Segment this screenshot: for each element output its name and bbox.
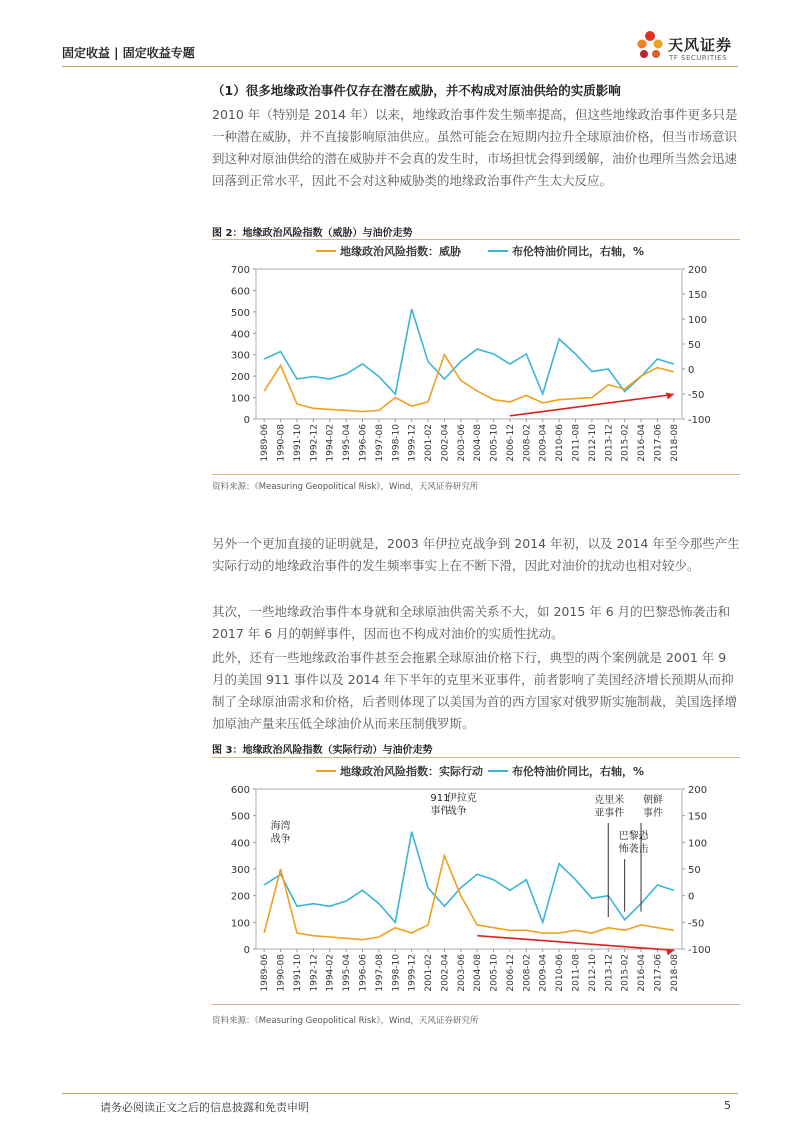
y-right-tick-label: 200 [688,785,708,796]
x-tick-label: 2015-02 [620,954,631,992]
x-tick-label: 1997-08 [374,424,385,462]
page-number: 5 [724,1099,731,1112]
x-tick-label: 1998-10 [391,424,402,462]
event-annotation: 巴黎恐 [618,831,649,842]
y-right-tick-label: 100 [688,315,708,326]
x-tick-label: 2017-06 [653,954,664,992]
y-right-tick-label: 50 [688,865,701,876]
x-tick-label: 2018-08 [669,424,680,462]
event-annotation: 伊拉克 [446,793,477,804]
y-left-tick-label: 300 [230,350,250,362]
event-annotation: 战争 [270,834,291,845]
x-tick-label: 2001-02 [424,424,435,462]
x-tick-label: 2013-12 [604,424,615,462]
x-tick-label: 1989-06 [260,424,271,462]
figure-3-bottom-rule [212,1004,740,1005]
x-tick-label: 2013-12 [604,954,615,992]
series-line-gpr [264,856,674,940]
y-right-tick-label: 150 [688,290,708,301]
report-category: 固定收益 | 固定收益专题 [62,46,195,60]
y-left-tick-label: 100 [230,918,250,930]
y-right-tick-label: -50 [688,918,705,930]
event-annotation: 海湾 [270,821,291,832]
x-tick-label: 2008-02 [522,424,533,462]
figure-2-top-rule [212,239,740,240]
x-tick-label: 2009-04 [538,954,549,992]
footer-disclaimer: 请务必阅读正文之后的信息披露和免责申明 [100,1101,309,1114]
event-annotation: 克里米 [594,795,625,806]
x-tick-label: 1999-12 [407,424,418,462]
company-name: 天风证券 [668,36,733,54]
x-tick-label: 1995-04 [342,424,353,462]
x-tick-label: 2004-08 [473,424,484,462]
company-name-en: TF SECURITIES [669,54,728,62]
y-left-tick-label: 200 [230,891,250,903]
y-right-tick-label: -100 [688,945,711,956]
event-annotation: 朝鲜 [643,795,664,806]
x-tick-label: 2016-04 [637,424,648,462]
x-tick-label: 1998-10 [391,954,402,992]
x-tick-label: 1994-02 [325,954,336,992]
x-tick-label: 1994-02 [325,424,336,462]
x-tick-label: 2005-10 [489,424,500,462]
figure-3-chart [212,759,740,1003]
x-tick-label: 1995-04 [342,954,353,992]
x-tick-label: 2012-10 [587,954,598,992]
x-tick-label: 2011-08 [571,424,582,462]
paragraph-2: 另外一个更加直接的证明就是，2003 年伊拉克战争到 2014 年初，以及 2014 年至今那些产生实际行动的地缘政治事件的发生频率事实上在不断下滑，因此对油价的扰动也相对较少。 [212,536,740,573]
y-left-tick-label: 0 [243,415,250,426]
x-tick-label: 1989-06 [260,954,271,992]
x-tick-label: 2005-10 [489,954,500,992]
figure-3-top-rule [212,757,740,758]
plot-frame [256,269,682,419]
event-annotation: 911 [430,793,450,804]
figure-3-title: 图 3：地缘政治风险指数（实际行动）与油价走势 [212,745,433,756]
y-left-tick-label: 700 [230,265,250,276]
legend-label-gpr: 地缘政治风险指数：实际行动 [340,765,483,778]
x-tick-label: 2016-04 [637,954,648,992]
y-left-tick-label: 500 [230,811,250,823]
event-annotation: 亚事件 [594,808,625,819]
legend-label-gpr: 地缘政治风险指数：威胁 [340,245,461,258]
y-right-tick-label: 0 [688,365,695,376]
x-tick-label: 1990-08 [276,424,287,462]
x-tick-label: 2012-10 [587,424,598,462]
series-line-brent [264,832,674,923]
paragraph-3: 其次，一些地缘政治事件本身就和全球原油供需关系不大，如 2015 年 6 月的巴黎恐怖袭击和 2017 年 6 月的朝鲜事件，因而也不构成对油价的实质性扰动。 [212,604,731,641]
figure-3-source: 资料来源：《Measuring Geopolitical Risk》，Wind，天风证券研究所 [212,1016,479,1026]
y-left-tick-label: 500 [230,307,250,319]
y-left-tick-label: 0 [243,945,250,956]
y-right-tick-label: 0 [688,891,695,903]
y-right-tick-label: 200 [688,265,708,276]
y-left-tick-label: 300 [230,865,250,876]
figure-2-title: 图 2：地缘政治风险指数（威胁）与油价走势 [212,228,413,239]
trend-arrow-head [666,392,674,399]
figure-2-source: 资料来源：《Measuring Geopolitical Risk》，Wind，天风证券研究所 [212,482,479,492]
x-tick-label: 2002-04 [440,424,451,462]
x-tick-label: 2003-06 [456,954,467,992]
y-right-tick-label: 150 [688,811,708,823]
trend-arrow-line [477,936,674,951]
x-tick-label: 2010-06 [555,424,566,462]
x-tick-label: 2001-02 [424,954,435,992]
y-right-tick-label: -50 [688,390,705,401]
y-left-tick-label: 200 [230,372,250,384]
x-tick-label: 2018-08 [669,954,680,992]
event-annotation: 事件 [430,806,451,817]
y-left-tick-label: 400 [230,329,250,341]
x-tick-label: 1997-08 [374,954,385,992]
paragraph-4: 此外，还有一些地缘政治事件甚至会拖累全球原油价格下行，典型的两个案例就是 2001 年 9 月的美国 911 事件以及 2014 年下半年的克里米亚事件，前者影响了美国经济增长预期从而抑制了全球原油需求和价格，后者则体现了以美国为首的西方国家对俄罗斯实施制裁，美国选择增加原油产量来压低全球油价从而来压制俄罗斯。 [212,650,738,731]
x-tick-label: 2015-02 [620,424,631,462]
legend-label-brent: 布伦特油价同比，右轴，% [512,245,645,258]
figure-2-chart [212,241,740,473]
x-tick-label: 2010-06 [555,954,566,992]
y-left-tick-label: 100 [230,393,250,405]
y-right-tick-label: 50 [688,340,701,351]
footer-rule [62,1093,738,1094]
x-tick-label: 2008-02 [522,954,533,992]
event-annotation: 事件 [643,808,664,819]
x-tick-label: 2006-12 [505,424,516,462]
x-tick-label: 2009-04 [538,424,549,462]
paragraph-1: 2010 年（特别是 2014 年）以来，地缘政治事件发生频率提高，但这些地缘政治事件更多只是一种潜在威胁，并不直接影响原油供应。虽然可能会在短期内拉升全球原油价格，但当市场意识到这种对原油供给的潜在威胁并不会真的发生时，市场担忧会得到缓解，油价也理所当然会迅速回落到正常水平，因此不会对这种威胁类的地缘政治事件产生太大反应。 [212,107,738,188]
figure-2-bottom-rule [212,474,740,475]
series-line-brent [264,309,674,394]
y-right-tick-label: -100 [688,415,711,426]
x-tick-label: 1996-06 [358,424,369,462]
legend-label-brent: 布伦特油价同比，右轴，% [512,765,645,778]
x-tick-label: 2002-04 [440,954,451,992]
y-left-tick-label: 600 [230,785,250,796]
x-tick-label: 2017-06 [653,424,664,462]
x-tick-label: 2004-08 [473,954,484,992]
x-tick-label: 2011-08 [571,954,582,992]
section-subheading: （1）很多地缘政治事件仅存在潜在威胁，并不构成对原油供给的实质影响 [212,83,621,98]
y-left-tick-label: 400 [230,838,250,850]
x-tick-label: 2006-12 [505,954,516,992]
x-tick-label: 1991-10 [292,424,303,462]
x-tick-label: 1990-08 [276,954,287,992]
y-left-tick-label: 600 [230,286,250,298]
x-tick-label: 1996-06 [358,954,369,992]
x-tick-label: 2003-06 [456,424,467,462]
x-tick-label: 1991-10 [292,954,303,992]
event-annotation: 怖袭击 [618,844,649,855]
y-right-tick-label: 100 [688,838,708,850]
event-annotation: 战争 [446,806,467,817]
x-tick-label: 1992-12 [309,954,320,992]
x-tick-label: 1992-12 [309,424,320,462]
x-tick-label: 1999-12 [407,954,418,992]
